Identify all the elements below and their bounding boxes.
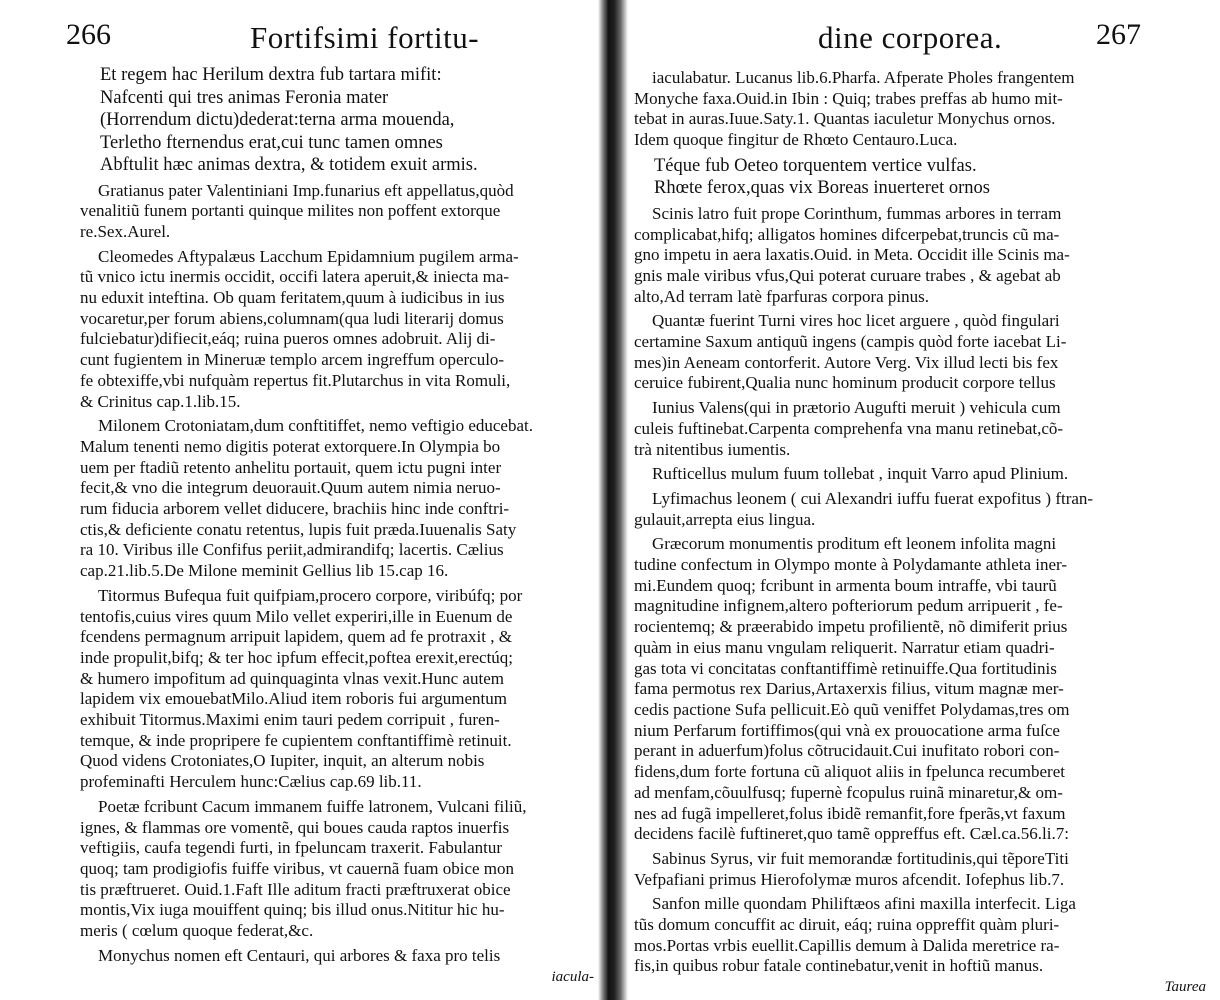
text-line: Poetæ fcribunt Cacum immanem fuiffe latronem, Vulcani filiũ, (98, 796, 527, 816)
text-line: Græcorum monumentis proditum eft leonem infolita magni (652, 534, 1057, 554)
text-line: ad menfam,cõuulfusq; fupernè fcopulus ruinã minaretur,& om- (634, 782, 1063, 802)
text-line: cunt fugientem in Mineruæ templo arcem ingreffum operculo- (80, 350, 505, 370)
running-head: Fortifsimi fortitu- (250, 20, 480, 55)
text-line: nes ad fugã impelleret,folus ibidẽ remanfit,fore fperãs,vt faxum (634, 803, 1066, 823)
text-line: perant in aduerfum)folus cõtrucidauit.Cui inufitato robori con- (634, 741, 1060, 761)
book-gutter (598, 0, 628, 1000)
text-line: Milonem Crotoniatam,dum conftitiffet, nemo veftigio educebat. (98, 416, 533, 436)
paragraph (634, 894, 1212, 977)
paragraph (80, 416, 600, 582)
text-line: gas tota vi concitatas conftantiffimè retinuiffe.Qua fortitudinis (634, 658, 1057, 678)
text-line: cap.21.lib.5.De Milone meminit Gellius lib 15.cap 16. (80, 561, 449, 581)
text-line: Sanfon mille quondam Philiftæos afini maxilla interfecit. Liga (652, 894, 1076, 914)
text-line: fama permotus rex Darius,Artaxerxis filius, vitum magnæ mer- (634, 679, 1064, 699)
text-line: ceruice fubirent,Qualia nunc hominum producit corpore tellus (634, 373, 1056, 393)
verse-block (634, 155, 1212, 200)
text-line: vocaretur,per forum abiens,columnam(qua ludi literarij domus (80, 308, 504, 328)
paragraph (80, 946, 600, 967)
paragraph (634, 204, 1212, 308)
text-line: fcendens permagnum arripuit lapidem, quem ad fe protraxit , & (80, 627, 512, 647)
text-line: tis præftrueret. Ouid.1.Faft Ille aditum fracti præftruxerat obice (80, 879, 511, 899)
text-line: certamine Saxum antiquũ ingens (campis quòd forte iacebat Li- (634, 332, 1067, 352)
catchword: iacula- (551, 968, 594, 985)
text-line: fe obtexiffe,vbi nufquàm repertus fit.Plutarchus in vita Romuli, (80, 370, 511, 390)
text-line: tũ vnico ictu inermis occidit, occifi latera aperuit,& iniecta ma- (80, 267, 510, 287)
text-line: ra 10. Viribus ille Confifus periit,admirandifq; lacertis. Cælius (80, 540, 504, 560)
text-line: fidens,dum forte fortuna cũ aliquot aliis in fpelunca recumberet (634, 762, 1065, 782)
right-page (628, 0, 1220, 1000)
text-line: Quod videns Crotoniates,O Iupiter, inquit, an alterum nobis (80, 751, 485, 771)
text-line: Iunius Valens(qui in prætorio Augufti meruit ) vehicula cum (652, 398, 1061, 418)
paragraph (80, 181, 600, 243)
text-line: gno impetu in aera laxatis.Ouid. in Meta. Occidit ille Scinis ma- (634, 245, 1070, 265)
text-line: fis,in quibus robur fatale continebatur,venit in hoftiũ manus. (634, 956, 1044, 976)
text-line: Quantæ fuerint Turni vires hoc licet arguere , quòd fingulari (652, 311, 1060, 331)
verse-line: (Horrendum dictu)dederat:terna arma mouenda, (100, 110, 455, 130)
text-line: alto,Ad terram latè fparfuras corpora pinus. (634, 286, 930, 306)
text-line: Monyche faxa.Ouid.in Ibin : Quiq; trabes preffas ab humo mit- (634, 88, 1063, 108)
text-line: tũs domum concuffit ac diruit, eáq; ruina oppreffit quàm pluri- (634, 915, 1060, 935)
text-line: quàm in eius manu vngulam reliquerit. Narratur etiam quadri- (634, 637, 1055, 657)
text-line: Titormus Bufequa fuit quifpiam,procero corpore, viribúfq; por (98, 585, 523, 605)
text-line: venalitiũ funem portanti quinque milites non poffent extorque (80, 201, 501, 221)
text-line: decidens facilè fuftineret,quo tamẽ oppreffus eft. Cæl.ca.56.li.7: (634, 824, 1069, 844)
text-line: ctis,& deficiente conatu retentus, lupis fuit præda.Iuuenalis Saty (80, 519, 517, 539)
text-line: fecit,& vno die integrum deuorauit.Quum autem nimia neruo- (80, 478, 501, 498)
paragraph (634, 849, 1212, 890)
text-line: montis,Vix iuga mouiffent quinq; bis illud onus.Nititur hic hu- (80, 900, 505, 920)
right-page-text (634, 64, 1212, 998)
left-page (0, 0, 600, 1000)
text-line: Scinis latro fuit prope Corinthum, fummas arbores in terram (652, 203, 1062, 223)
paragraph (634, 398, 1212, 460)
verse-line: Rhœte ferox,quas vix Boreas inuerteret ornos (654, 178, 990, 199)
paragraph (634, 68, 1212, 151)
text-line: Cleomedes Aftypalæus Lacchum Epidamnium pugilem arma- (98, 246, 519, 266)
text-line: lapidem vix emouebatMilo.Aliud item roboris fui argumentum (80, 689, 507, 709)
text-line: meris ( cœlum quoque federat,&c. (80, 921, 314, 941)
verse-line: Et regem hac Herilum dextra fub tartara mifit: (100, 65, 442, 85)
right-page-header (628, 0, 1220, 66)
text-line: Sabinus Syrus, vir fuit memorandæ fortitudinis,qui tẽporeTiti (652, 848, 1069, 868)
text-line: gnis male viribus vfus,Qui poterat curuare trabes , & agebat ab (634, 265, 1061, 285)
text-line: profeminafti Herculem hunc:Cælius cap.69 lib.11. (80, 772, 422, 792)
text-line: Gratianus pater Valentiniani Imp.funarius eft appellatus,quòd (98, 180, 514, 200)
text-line: nium Perfarum fortiffimos(qui vnà ex prouocatione arma fuſce (634, 720, 1060, 740)
page-number: 266 (66, 18, 111, 51)
text-line: Idem quoque fingitur de Rhœto Centauro.Luca. (634, 130, 958, 150)
page-number: 267 (1096, 18, 1141, 51)
text-line: rum fiducia arborem vellet diducere, brachiis hinc inde conftri- (80, 499, 510, 519)
verse-line: Abftulit hæc animas dextra, & totidem exuit armis. (100, 155, 478, 175)
paragraph (634, 311, 1212, 394)
text-line: cedis pactione Sufa pellicuit.Eò quũ veniffet Polydamas,tres om (634, 699, 1070, 719)
text-line: Rufticellus mulum fuum tollebat , inquit Varro apud Plinium. (652, 464, 1069, 484)
paragraph (634, 534, 1212, 845)
text-line: Malum tenenti nemo digitis poterat extorquere.In Olympia bo (80, 436, 501, 456)
text-line: iaculabatur. Lucanus lib.6.Pharfa. Afperate Pholes frangentem (652, 68, 1075, 87)
paragraph (80, 797, 600, 942)
text-line: & Crinitus cap.1.lib.15. (80, 391, 241, 411)
text-line: re.Sex.Aurel. (80, 221, 171, 241)
running-head: dine corporea. (818, 20, 1003, 55)
catchword: Taurea (1164, 979, 1206, 996)
text-line: complicabat,hifq; alligatos homines difcerpebat,truncis cũ ma- (634, 224, 1060, 244)
text-line: magnitudine infignem,altero pofteriorum pedum arripuerit , fe- (634, 596, 1063, 616)
text-line: veftigiis, caufa tegendi furti, in fpeluncam traxerit. Fabulantur (80, 838, 503, 858)
text-line: inde propulit,bifq; & ter hoc ipfum effecit,poftea erexit,erectúq; (80, 647, 514, 667)
text-line: tentofis,cuius vires quum Milo vellet experiri,ille in Euenum de (80, 606, 513, 626)
text-line: mes)in Aeneam contorferit. Autore Verg. Vix illud lecti bis fex (634, 352, 1059, 372)
verse-block (80, 64, 600, 177)
text-line: Vefpafiani primus Hierofolymæ muros afcendit. Iofephus lib.7. (634, 869, 1065, 889)
text-line: rocientemq; & præerabido impetu profilientẽ, nõ dimiferit prius (634, 617, 1068, 637)
text-line: tudine confectum in Olympo monte à Polydamante athleta iner- (634, 555, 1068, 575)
text-line: uem per ftadiũ retento anhelitu portauit, quem ictu pugni inter (80, 457, 502, 477)
text-line: & humero impofitum ad quinquaginta vlnas vexit.Hunc autem (80, 668, 504, 688)
verse-line: Téque fub Oeteo torquentem vertice vulfas. (654, 155, 977, 176)
text-line: nu eduxit inteftina. Ob quam feritatem,quum à iudicibus in ius (80, 288, 505, 308)
paragraph (80, 586, 600, 793)
verse-line: Nafcenti qui tres animas Feronia mater (100, 87, 389, 108)
text-line: Lyfimachus leonem ( cui Alexandri iuffu fuerat expofitus ) ftran- (652, 488, 1094, 508)
text-line: culeis fuftinebat.Carpenta comprehenfa vna manu retinebat,cõ- (634, 418, 1064, 438)
text-line: gulauit,arrepta eius lingua. (634, 509, 816, 529)
text-line: mi.Eundem quoq; fcribunt in armenta boum intraffe, vbi taurũ (634, 575, 1057, 595)
left-page-text (80, 64, 600, 987)
paragraph (634, 464, 1212, 485)
text-line: tebat in auras.Iuue.Saty.1. Quantas iaculetur Monychus ornos. (634, 109, 1056, 129)
text-line: Monychus nomen eft Centauri, qui arbores & faxa pro telis (98, 945, 501, 965)
verse-line: Terletho fternendus erat,cui tunc tamen omnes (100, 132, 443, 153)
text-line: fulciebatur)difiecit,eáq; ruina pueros omnes adobruit. Alij di- (80, 329, 496, 349)
text-line: temque, & inde propripere fe cupientem conftantiffimè retinuit. (80, 730, 512, 750)
left-page-header (0, 0, 600, 66)
text-line: trà nitentibus iumentis. (634, 439, 791, 459)
text-line: mos.Portas vrbis euellit.Capillis demum à Dalida meretrice ra- (634, 935, 1060, 955)
text-line: quoq; tam prodigiofis fuiffe viribus, vt cauernã fuam obice mon (80, 859, 515, 878)
paragraph (80, 247, 600, 413)
text-line: exhibuit Titormus.Maximi enim tauri pedem corripuit , furen- (80, 710, 500, 730)
text-line: ignes, & flammas ore vomentẽ, qui boues cauda raptos inuerfis (80, 817, 510, 837)
paragraph (634, 489, 1212, 530)
